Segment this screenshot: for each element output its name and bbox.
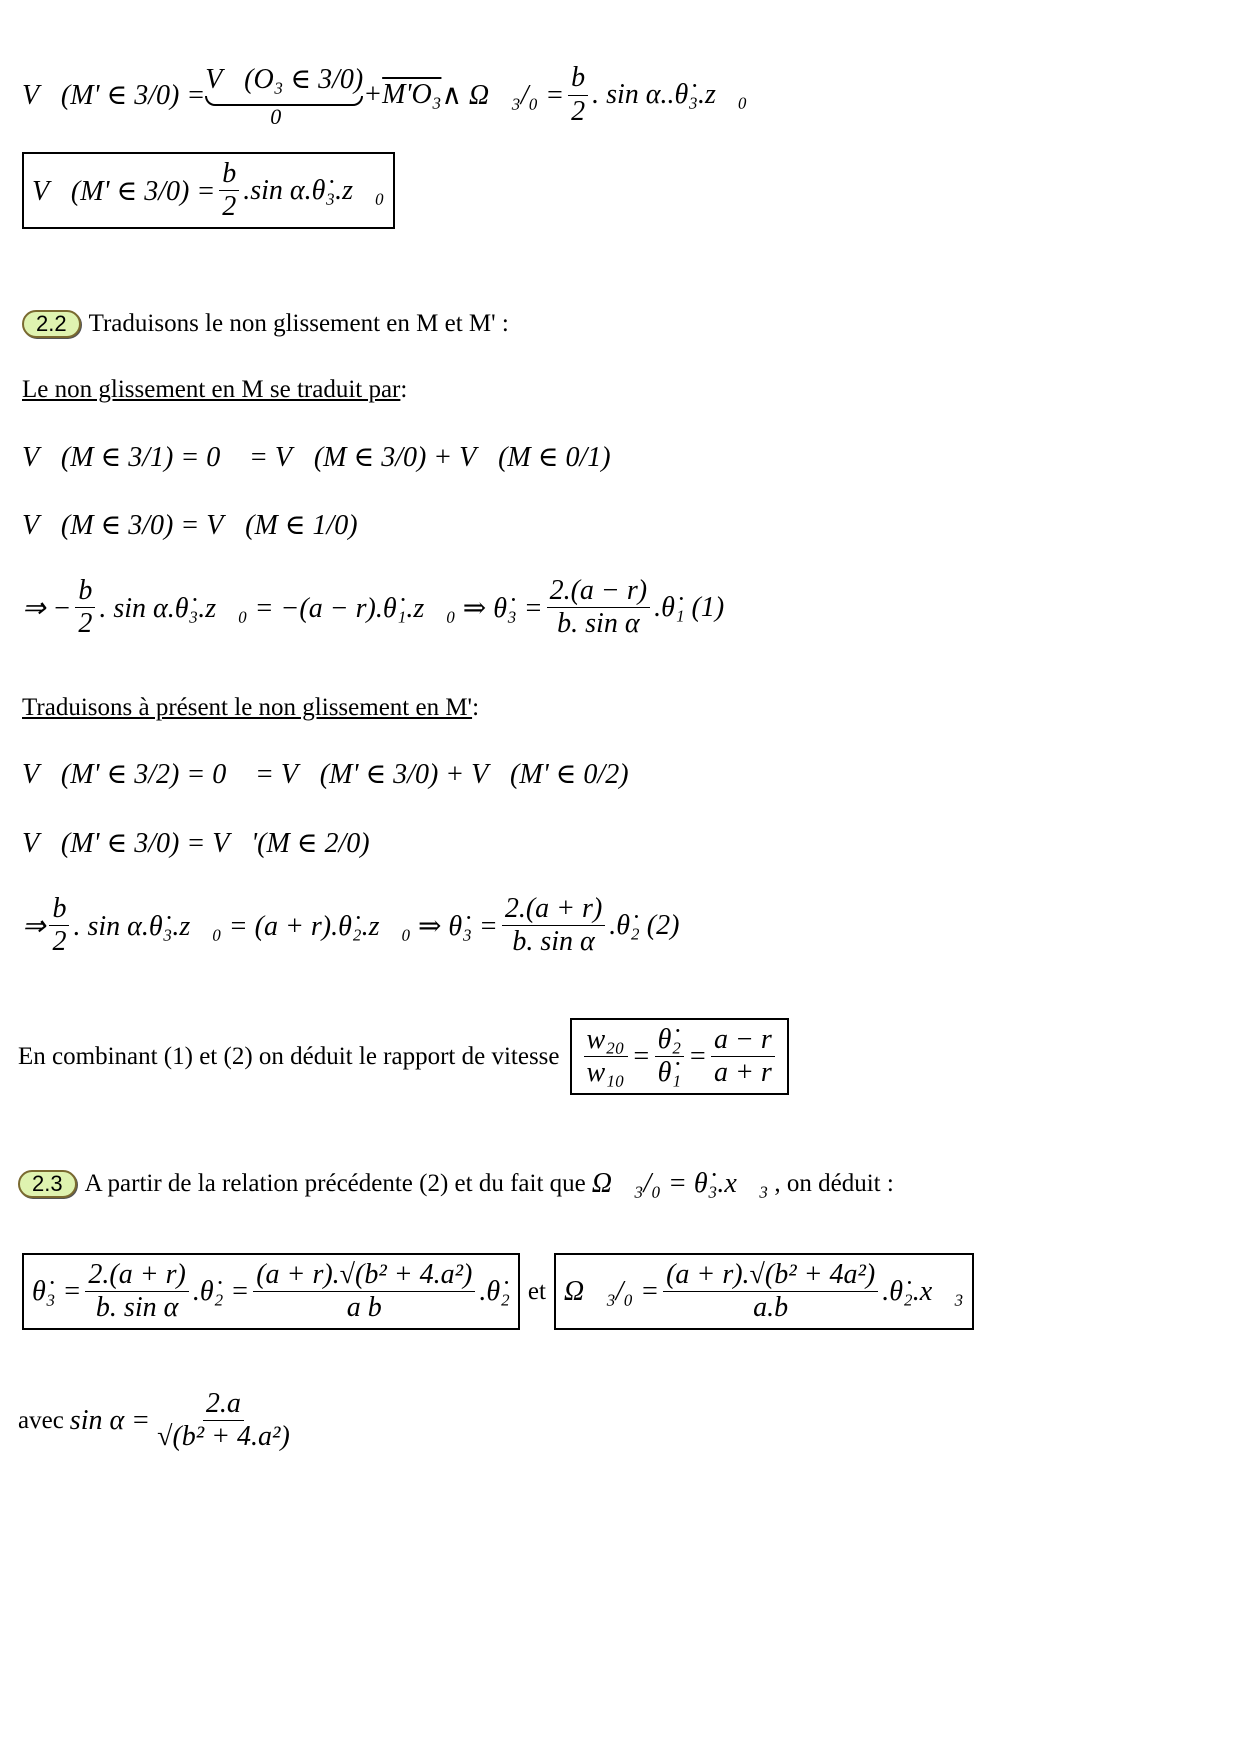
- numerator: 2.a: [203, 1388, 244, 1421]
- fraction: [547, 575, 650, 640]
- math-text: V⃗(M ∈ 3/1) = 0⃗ = V⃗(M ∈ 3/0) + V⃗(M ∈ 0/1): [22, 442, 611, 473]
- denominator: 2: [52, 926, 67, 958]
- math-text: .θ̇₂: [479, 1275, 510, 1307]
- numerator: a − r: [711, 1024, 775, 1057]
- avec-text: avec: [18, 1406, 64, 1434]
- denominator: b. sin α: [512, 926, 595, 958]
- math-text: V⃗(M' ∈ 3/2) = 0⃗ = V⃗(M' ∈ 3/0) + V⃗(M' ∈ 0/2): [22, 759, 629, 790]
- vector-term: M'O₃: [382, 79, 442, 110]
- denominator: b. sin α: [557, 608, 640, 640]
- fraction: [711, 1024, 775, 1089]
- math-expression: [22, 508, 358, 542]
- math-text: .θ̇₂.x⃗₃: [882, 1275, 964, 1307]
- math-text: V⃗(M' ∈ 3/0) =: [32, 175, 216, 207]
- et-text: et: [527, 1277, 546, 1305]
- math-text: . sin α.θ̇₃.z⃗₀ = (a + r).θ̇₂.z⃗₀ ⇒ θ̇₃ =: [73, 910, 498, 942]
- numerator: b: [219, 158, 239, 191]
- math-expression: [22, 152, 395, 229]
- math-text: V⃗(M' ∈ 3/0) = V⃗'(M ∈ 2/0): [22, 828, 370, 859]
- fraction: [154, 1388, 293, 1453]
- equation-2: [22, 440, 611, 474]
- subheading-text: Traduisons à présent le non glissement en M': [22, 694, 473, 721]
- math-text: .sin α.θ̇₃.z⃗₀: [243, 174, 385, 206]
- math-text: sin α =: [69, 1404, 151, 1436]
- denominator: √(b² + 4.a²): [157, 1421, 290, 1453]
- sin-alpha-definition: [18, 1388, 297, 1453]
- speed-ratio-box: [570, 1018, 789, 1095]
- section-badge: 2.2: [22, 310, 81, 338]
- fraction: [502, 893, 605, 958]
- denominator: a + r: [713, 1057, 772, 1089]
- denominator: 2: [571, 95, 586, 127]
- section-2-3-heading: [18, 1168, 894, 1200]
- math-text: ⇒: [22, 910, 46, 942]
- underbrace-group: [205, 62, 363, 128]
- math-expression: [22, 757, 629, 791]
- section-text: A partir de la relation précédente (2) et du fait que: [84, 1170, 586, 1197]
- math-text: ∧ Ω⃗₃/₀ =: [441, 80, 565, 111]
- numerator: 2.(a + r): [85, 1259, 188, 1292]
- colon: :: [472, 694, 480, 721]
- equation-6: [22, 826, 370, 860]
- numerator: (a + r).√(b² + 4.a²): [253, 1259, 475, 1292]
- underbrace-label: 0⃗: [270, 104, 299, 129]
- section-badge: 2.3: [18, 1170, 77, 1198]
- math-expression: [592, 1168, 769, 1200]
- equation-4: [22, 575, 724, 640]
- section-text-end: , on déduit :: [774, 1170, 894, 1197]
- equation-velocity-m-prime: [22, 62, 747, 128]
- fraction: [253, 1259, 475, 1324]
- combine-text: En combinant (1) et (2) on déduit le rapport de vitesse: [18, 1042, 560, 1070]
- denominator: b. sin α: [95, 1292, 179, 1324]
- equation-7: [22, 893, 679, 958]
- final-results: [22, 1253, 974, 1330]
- section-title: Traduisons le non glissement en M et M' :: [88, 310, 509, 337]
- colon: :: [400, 376, 408, 403]
- math-text: . sin α..θ̇₃.z⃗₀: [592, 79, 748, 110]
- fraction: [663, 1259, 878, 1324]
- subheading-m: [22, 376, 407, 404]
- fraction: [655, 1024, 685, 1089]
- numerator: b: [49, 893, 69, 926]
- math-expression: [70, 1388, 297, 1453]
- math-text: +: [363, 79, 383, 110]
- math-text: .θ̇₂ =: [192, 1275, 250, 1307]
- fraction: [49, 893, 69, 958]
- math-text: . sin α.θ̇₃.z⃗₀ = −(a − r).θ̇₁.z⃗₀ ⇒ θ̇₃ =: [99, 592, 543, 624]
- math-expression: [22, 893, 679, 958]
- equation-3: [22, 508, 358, 542]
- math-text: .θ̇₁ (1): [654, 591, 725, 623]
- section-2-2-heading: [22, 310, 509, 338]
- denominator: 2: [222, 191, 237, 223]
- math-expression: [22, 62, 747, 128]
- denominator: a b: [346, 1292, 382, 1324]
- math-text: V⃗(M ∈ 3/0) = V⃗(M ∈ 1/0): [22, 510, 358, 541]
- denominator: 2: [78, 608, 93, 640]
- math-text: Ω⃗₃/₀ =: [563, 1275, 660, 1307]
- denominator: a.b: [753, 1292, 789, 1324]
- braced-term: V⃗(O₃ ∈ 3/0): [205, 64, 364, 95]
- subheading-m-prime: [22, 694, 479, 722]
- numerator: 2.(a + r): [502, 893, 605, 926]
- math-text: ⇒ −: [22, 592, 72, 624]
- speed-ratio-line: [18, 1018, 789, 1095]
- math-expression: [22, 826, 370, 860]
- denominator: θ̇₁: [657, 1057, 682, 1089]
- math-text: V⃗(M' ∈ 3/0) =: [22, 80, 206, 111]
- fraction: [568, 62, 588, 127]
- numerator: θ̇₂: [655, 1024, 685, 1057]
- result-box-theta3: [22, 1253, 520, 1330]
- equation-5: [22, 757, 629, 791]
- boxed-result-velocity-m-prime: [22, 152, 395, 229]
- math-expression: [22, 575, 724, 640]
- fraction: [75, 575, 95, 640]
- denominator: w₁₀: [586, 1057, 625, 1089]
- math-expression: [22, 440, 611, 474]
- math-text: =: [688, 1040, 707, 1072]
- math-text: =: [631, 1040, 651, 1072]
- result-box-omega: [554, 1253, 974, 1330]
- numerator: 2.(a − r): [547, 575, 650, 608]
- fraction: [85, 1259, 188, 1324]
- subheading-text: Le non glissement en M se traduit par: [22, 376, 401, 403]
- fraction: [219, 158, 239, 223]
- numerator: w₂₀: [584, 1024, 628, 1057]
- numerator: (a + r).√(b² + 4a²): [663, 1259, 878, 1292]
- numerator: b: [75, 575, 95, 608]
- fraction: [584, 1024, 628, 1089]
- math-text: Ω⃗₃/₀ = θ̇₃.x⃗₃: [591, 1168, 769, 1199]
- math-text: θ̇₃ =: [32, 1275, 82, 1307]
- math-text: .θ̇₂ (2): [609, 909, 680, 941]
- numerator: b: [568, 62, 588, 95]
